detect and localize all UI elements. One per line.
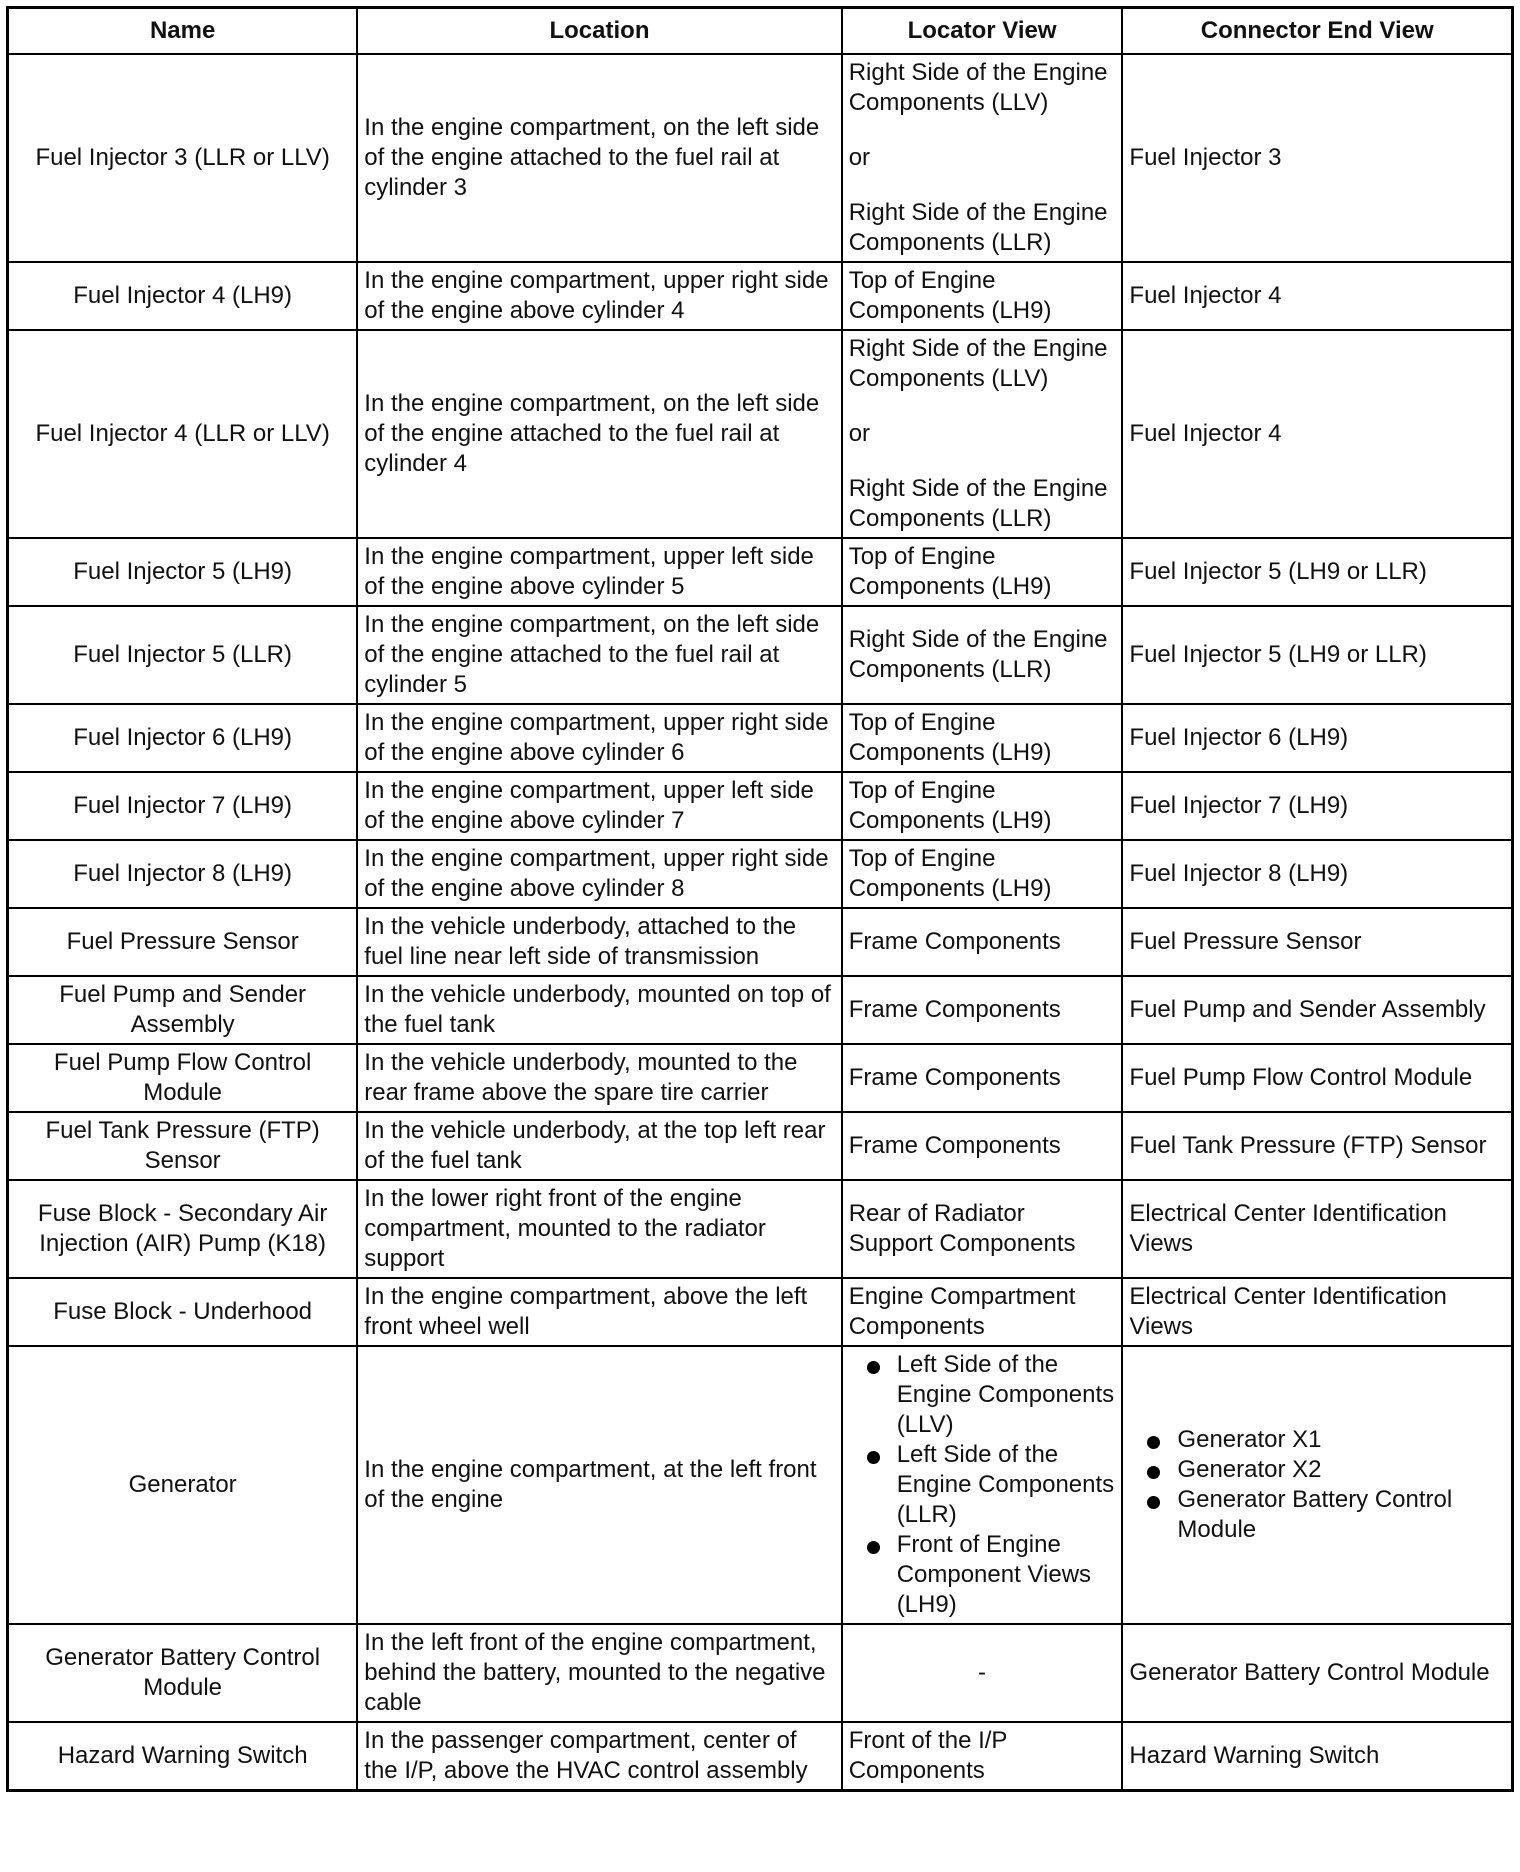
locator-view-cell: Top of Engine Components (LH9): [842, 262, 1123, 330]
name-cell: Fuel Injector 8 (LH9): [8, 840, 358, 908]
connector-end-view-cell: Electrical Center Identification Views: [1122, 1278, 1512, 1346]
table-row: [8, 840, 1513, 908]
location-cell: In the engine compartment, on the left side of the engine attached to the fuel rail at cylinder 3: [357, 54, 841, 262]
connector-end-view-cell: Fuel Injector 3: [1122, 54, 1512, 262]
connector-end-view-cell: Fuel Injector 4: [1122, 330, 1512, 538]
connector-end-view-cell: Electrical Center Identification Views: [1122, 1180, 1512, 1278]
table-row: [8, 976, 1513, 1044]
locator-view-cell: Rear of Radiator Support Components: [842, 1180, 1123, 1278]
table-row: [8, 1112, 1513, 1180]
table-row: [8, 1346, 1513, 1624]
name-cell: Fuel Injector 5 (LLR): [8, 606, 358, 704]
name-cell: Fuel Pump and Sender Assembly: [8, 976, 358, 1044]
location-cell: In the engine compartment, upper right side of the engine above cylinder 6: [357, 704, 841, 772]
locator-view-cell: Frame Components: [842, 1112, 1123, 1180]
connector-end-view-cell: Hazard Warning Switch: [1122, 1722, 1512, 1791]
location-cell: In the vehicle underbody, mounted on top of the fuel tank: [357, 976, 841, 1044]
locator-view-cell: Frame Components: [842, 908, 1123, 976]
connector-end-view-cell: Fuel Pump Flow Control Module: [1122, 1044, 1512, 1112]
locator-view-cell: Frame Components: [842, 1044, 1123, 1112]
name-cell: Fuel Injector 4 (LLR or LLV): [8, 330, 358, 538]
location-cell: In the engine compartment, on the left side of the engine attached to the fuel rail at cylinder 5: [357, 606, 841, 704]
locator-view-option: Right Side of the Engine Components (LLR): [848, 199, 1108, 256]
name-cell: Fuel Injector 4 (LH9): [8, 262, 358, 330]
table-row: [8, 908, 1513, 976]
table-row: [8, 1278, 1513, 1346]
locator-view-cell: Engine Compartment Components: [842, 1278, 1123, 1346]
locator-view-option: Right Side of the Engine Components (LLR): [848, 475, 1108, 532]
table-row: [8, 1722, 1513, 1791]
name-cell: Fuel Pump Flow Control Module: [8, 1044, 358, 1112]
component-locator-table: [6, 6, 1514, 1792]
location-cell: In the engine compartment, upper left side of the engine above cylinder 7: [357, 772, 841, 840]
locator-view-list: [849, 1350, 1116, 1620]
header-locator-view: Locator View: [842, 8, 1123, 55]
location-cell: In the engine compartment, at the left front of the engine: [357, 1346, 841, 1624]
table-row: [8, 606, 1513, 704]
location-cell: In the passenger compartment, center of the I/P, above the HVAC control assembly: [357, 1722, 841, 1791]
name-cell: Generator Battery Control Module: [8, 1624, 358, 1722]
locator-view-cell: [842, 54, 1123, 262]
locator-view-option: Right Side of the Engine Components (LLV): [848, 59, 1108, 116]
name-cell: Fuse Block - Secondary Air Injection (AIR) Pump (K18): [8, 1180, 358, 1278]
connector-end-view-cell: Fuel Injector 6 (LH9): [1122, 704, 1512, 772]
connector-end-view-cell: Fuel Injector 8 (LH9): [1122, 840, 1512, 908]
connector-end-view-cell: Fuel Injector 5 (LH9 or LLR): [1122, 538, 1512, 606]
list-item: Generator X1: [1177, 1425, 1505, 1455]
connector-end-view-cell: Fuel Tank Pressure (FTP) Sensor: [1122, 1112, 1512, 1180]
name-cell: Fuel Injector 3 (LLR or LLV): [8, 54, 358, 262]
connector-end-view-cell: Generator Battery Control Module: [1122, 1624, 1512, 1722]
connector-end-view-cell: [1122, 1346, 1512, 1624]
locator-view-or: or: [848, 144, 871, 171]
locator-view-cell: Top of Engine Components (LH9): [842, 840, 1123, 908]
name-cell: Fuel Injector 7 (LH9): [8, 772, 358, 840]
locator-view-cell: [842, 330, 1123, 538]
locator-view-cell: Right Side of the Engine Components (LLR): [842, 606, 1123, 704]
connector-end-view-cell: Fuel Pressure Sensor: [1122, 908, 1512, 976]
location-cell: In the engine compartment, on the left side of the engine attached to the fuel rail at cylinder 4: [357, 330, 841, 538]
table-row: [8, 704, 1513, 772]
locator-view-cell: [842, 1346, 1123, 1624]
location-cell: In the engine compartment, above the left front wheel well: [357, 1278, 841, 1346]
table-row: [8, 1044, 1513, 1112]
table-row: [8, 54, 1513, 262]
table-row: [8, 538, 1513, 606]
header-row: [8, 8, 1513, 55]
table-row: [8, 772, 1513, 840]
header-name: Name: [8, 8, 358, 55]
locator-view-cell: Top of Engine Components (LH9): [842, 538, 1123, 606]
connector-end-view-list: [1129, 1425, 1505, 1545]
location-cell: In the lower right front of the engine compartment, mounted to the radiator support: [357, 1180, 841, 1278]
name-cell: Fuel Injector 5 (LH9): [8, 538, 358, 606]
name-cell: Fuel Tank Pressure (FTP) Sensor: [8, 1112, 358, 1180]
list-item: Front of Engine Component Views (LH9): [897, 1530, 1116, 1620]
locator-view-cell: Top of Engine Components (LH9): [842, 772, 1123, 840]
table-row: [8, 262, 1513, 330]
locator-view-or: or: [848, 420, 871, 447]
location-cell: In the vehicle underbody, mounted to the rear frame above the spare tire carrier: [357, 1044, 841, 1112]
location-cell: In the engine compartment, upper right side of the engine above cylinder 8: [357, 840, 841, 908]
location-cell: In the vehicle underbody, attached to the fuel line near left side of transmission: [357, 908, 841, 976]
list-item: Left Side of the Engine Components (LLR): [896, 1441, 1115, 1528]
locator-view-cell: -: [842, 1624, 1123, 1722]
connector-end-view-cell: Fuel Pump and Sender Assembly: [1122, 976, 1512, 1044]
location-cell: In the vehicle underbody, at the top left rear of the fuel tank: [357, 1112, 841, 1180]
list-item: Generator X2: [1177, 1455, 1505, 1485]
name-cell: Generator: [8, 1346, 358, 1624]
locator-view-cell: Front of the I/P Components: [842, 1722, 1123, 1791]
locator-view-cell: Frame Components: [842, 976, 1123, 1044]
locator-view-cell: Top of Engine Components (LH9): [842, 704, 1123, 772]
name-cell: Hazard Warning Switch: [8, 1722, 358, 1791]
list-item: Generator Battery Control Module: [1177, 1485, 1505, 1545]
locator-view-option: Right Side of the Engine Components (LLV): [848, 335, 1108, 392]
name-cell: Fuel Pressure Sensor: [8, 908, 358, 976]
table-row: [8, 1624, 1513, 1722]
connector-end-view-cell: Fuel Injector 5 (LH9 or LLR): [1122, 606, 1512, 704]
connector-end-view-cell: Fuel Injector 4: [1122, 262, 1512, 330]
table-row: [8, 330, 1513, 538]
table-row: [8, 1180, 1513, 1278]
name-cell: Fuel Injector 6 (LH9): [8, 704, 358, 772]
header-connector-end-view: Connector End View: [1122, 8, 1512, 55]
header-location: Location: [357, 8, 841, 55]
name-cell: Fuse Block - Underhood: [8, 1278, 358, 1346]
list-item: Left Side of the Engine Components (LLV): [896, 1351, 1115, 1438]
location-cell: In the left front of the engine compartment, behind the battery, mounted to the negative cable: [357, 1624, 841, 1722]
connector-end-view-cell: Fuel Injector 7 (LH9): [1122, 772, 1512, 840]
location-cell: In the engine compartment, upper right side of the engine above cylinder 4: [357, 262, 841, 330]
location-cell: In the engine compartment, upper left side of the engine above cylinder 5: [357, 538, 841, 606]
